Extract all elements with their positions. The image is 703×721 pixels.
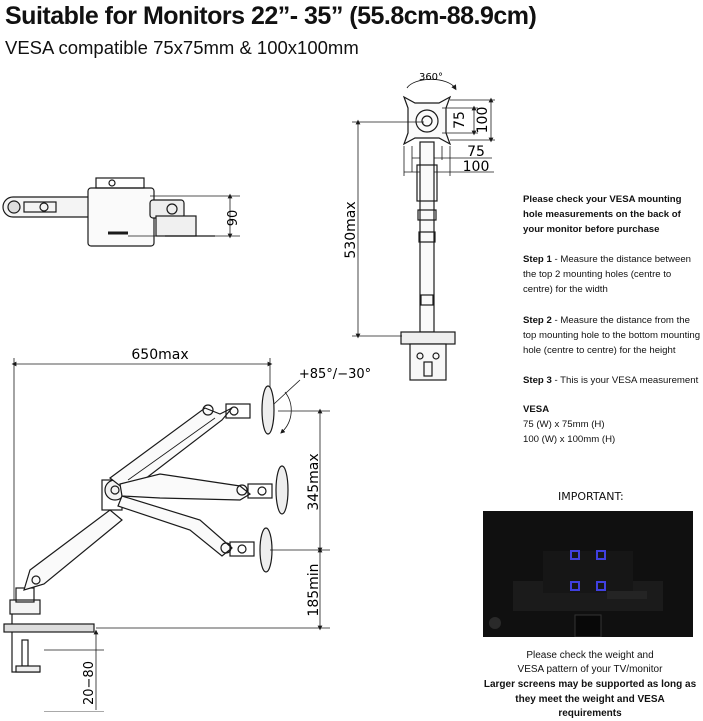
arm-reach-label: 650max (131, 347, 189, 363)
vesa-heading: VESA (523, 404, 550, 415)
desk-thickness-label: 20−80 (82, 661, 97, 705)
arm-height-label: 530max (343, 201, 359, 259)
step-2-label: Step 2 (523, 315, 552, 326)
vesa-small-height-label: 75 (452, 111, 468, 129)
step-3-text: - This is your VESA measurement (551, 375, 699, 386)
vesa-intro: Please check your VESA mounting hole measurements on the back of your monitor before purchase (523, 194, 682, 235)
step-1-label: Step 1 (523, 254, 552, 265)
vesa-small-width-label: 75 (467, 144, 485, 160)
important-note-2: VESA pattern of your TV/monitor (517, 664, 663, 675)
tilt-label: +85°/−30° (298, 367, 372, 382)
monitor-back-image (483, 511, 693, 637)
important-label: IMPORTANT: (558, 490, 624, 503)
side-view (3, 178, 240, 246)
step-3 (523, 373, 703, 388)
max-height-label: 345max (306, 453, 322, 511)
side-height-label: 90 (226, 209, 241, 227)
min-height-label: 185min (306, 563, 322, 617)
front-view (352, 79, 495, 380)
arm-view (4, 358, 330, 712)
step-1-text: - Measure the distance between the top 2 mounting holes (centre to centre) for the width (523, 254, 691, 295)
page-subtitle: VESA compatible 75x75mm & 100x100mm (5, 37, 359, 58)
important-note-1: Please check the weight and (526, 650, 654, 661)
vesa-line-2: 100 (W) x 100mm (H) (523, 434, 616, 445)
page-title: Suitable for Monitors 22”- 35” (55.8cm-88.9cm) (5, 2, 537, 30)
vesa-large-height-label: 100 (475, 106, 491, 134)
rotation-label: 360° (418, 72, 444, 83)
step-3-label: Step 3 (523, 375, 552, 386)
step-1 (523, 252, 703, 297)
important-note-4: they meet the weight and VESA requirements (515, 694, 665, 719)
step-2 (523, 313, 703, 358)
vesa-line-1: 75 (W) x 75mm (H) (523, 419, 605, 430)
important-note-3: Larger screens may be supported as long as (483, 679, 697, 690)
vesa-large-width-label: 100 (462, 159, 490, 175)
step-2-text: - Measure the distance from the top mounting hole to the bottom mounting hole (centre to centre) for the height (523, 315, 701, 356)
